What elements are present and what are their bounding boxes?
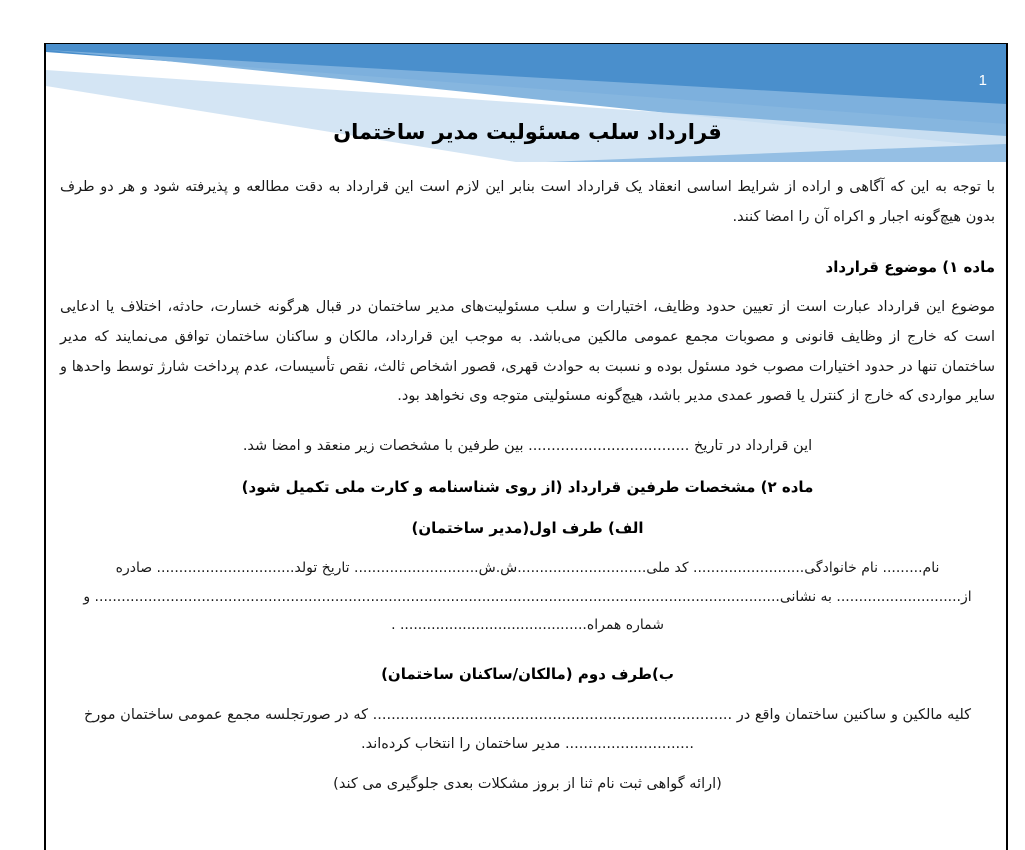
- spacer: [60, 412, 995, 432]
- party-b-heading: ب)طرف دوم (مالکان/ساکنان ساختمان): [381, 665, 674, 684]
- party-a-heading: الف) طرف اول(مدیر ساختمان): [411, 518, 644, 537]
- spacer: [60, 640, 995, 660]
- intro-paragraph: با توجه به این که آگاهی و اراده از شرایط اساسی انعقاد یک قرارداد است بنابر این لازم است این قرارداد به دقت مطالعه و پذیرفته شود و هر دو طرف بدون هیچ‌گونه اجبار و اکراه آن را امضا کنند.: [60, 179, 995, 225]
- spacer: [60, 281, 995, 293]
- spacer: [60, 233, 995, 253]
- party-a-address-line: از............................ به نشانی.......................................................................................................................................................... و: [83, 588, 972, 605]
- party-b-note: (ارائه گواهی ثبت نام ثنا از بروز مشکلات بعدی جلوگیری می کند): [333, 775, 722, 792]
- spacer: [60, 502, 995, 514]
- page-title: قرارداد سلب مسئولیت مدیر ساختمان: [333, 120, 722, 144]
- party-a-mobile-line: شماره همراه.......................................... .: [391, 617, 664, 634]
- spacer: [60, 145, 995, 173]
- article2-heading: ماده ۲) مشخصات طرفین قرارداد (از روی شناسنامه و کارت ملی تکمیل شود): [241, 478, 814, 496]
- article1-body: موضوع این قرارداد عبارت است از تعیین حدود وظایف، اختیارات و سلب مسئولیت‌های مدیر ساختمان در قبال هرگونه خسارت، حادثه، اختلاف یا ادعایی است که خارج از وظایف قانونی و مصوبات مجمع عمومی مالکین می‌باشد. به موجب این قرارداد، مالکان و ساکنان ساختمان توافق می‌نمایند که مدیر ساختمان تنها در حدود اختیارات مصوب خود مسئول بوده و نسبت به حوادث قهری، قصور اشخاص ثالث، نقص تأسیسات، عدم پرداخت شارژ توسط واحدها و سایر مواردی که خارج از کنترل یا قصور عمدی مدیر باشد، هیچ‌گونه مسئولیتی متوجه وی نخواهد بود.: [60, 299, 995, 405]
- spacer: [60, 461, 995, 473]
- article1-heading: ماده ۱) موضوع قرارداد: [825, 257, 995, 276]
- spacer: [60, 542, 995, 554]
- contract-date-line: این قرارداد در تاریخ ................................... بین طرفین با مشخصات زیر منعقد و امضا شد.: [242, 438, 813, 454]
- spacer: [60, 689, 995, 701]
- party-b-body-line-1: کلیه مالکین و ساکنین ساختمان واقع در .............................................................................. که در صورتجلسه مجمع عمومی ساختمان مورخ: [83, 706, 972, 723]
- document-content: [60, 120, 995, 798]
- party-a-identity-line: نام......... نام خانوادگی......................... کد ملی.............................ش.ش............................ تاریخ تولد............................... صادره: [115, 560, 940, 576]
- party-b-body-line-2: ............................ مدیر ساختمان را انتخاب کرده‌اند.: [360, 735, 694, 752]
- spacer: [60, 759, 995, 771]
- page-number: 1: [978, 72, 987, 89]
